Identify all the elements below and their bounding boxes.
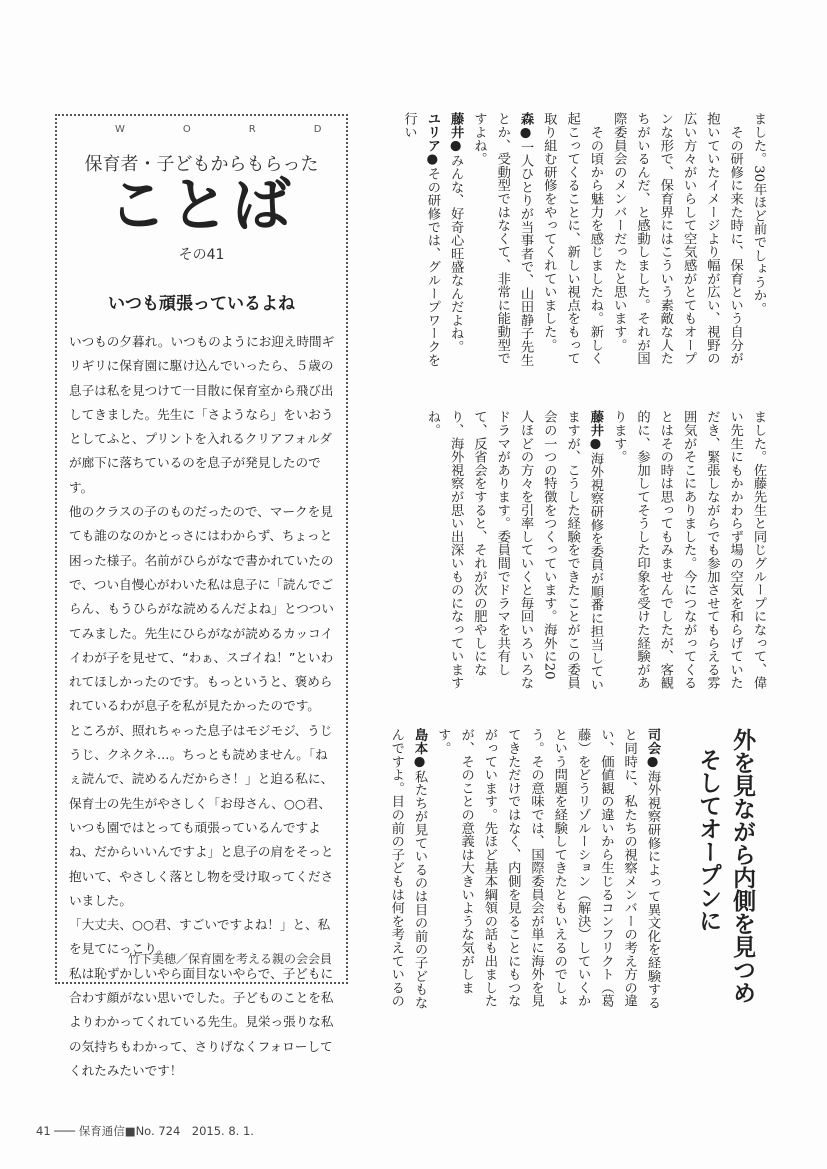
paragraph-text: 私たちが見ているのは目の前の子どもなんですよ。目の前の子どもは何を考えているの (388, 728, 428, 1010)
text-paragraph (467, 112, 537, 374)
text-paragraph (384, 728, 431, 1010)
paragraph-text: ました。30年ほど前でしょうか。 (751, 112, 766, 316)
column-title: ことば (108, 171, 295, 239)
column-number: その41 (178, 247, 225, 263)
speaker-name: 司会● (645, 728, 660, 770)
text-paragraph (421, 410, 607, 692)
speaker-name: 島本● (412, 728, 428, 770)
middle-text-block (374, 410, 770, 692)
text-paragraph (607, 112, 747, 374)
paragraph-text: 海外視察研修を委員が順番に担当していますが、こうした経験をできたことがこの委員会の一つの特徴をつくっています。海外に20人ほどの方々を引率していくと毎回いろいろなドラマがあります。委員間でドラマを共有して、反省会をすると、それが次の肥やしになり、海外視察が思い出深いものになっていますね。 (424, 410, 603, 692)
speaker-name: ユリア● (424, 112, 440, 167)
text-paragraph (537, 112, 607, 374)
column-headline: いつも頑張っているよね (108, 294, 295, 314)
column-subtitle: 保育者・子どもからもらった (84, 154, 319, 175)
lower-text-block (388, 728, 664, 1010)
column-body (69, 330, 335, 1083)
speaker-name: 藤井● (448, 112, 464, 154)
section-title-line: そしてオープンに (695, 748, 722, 932)
speaker-name: 藤井● (587, 410, 603, 452)
word-label: WORD (115, 124, 380, 135)
section-title-line: 外を見ながら内側を見つめ (729, 728, 756, 1004)
section-title (691, 728, 759, 1058)
paragraph-text: ました。佐藤先生と同じグループになって、偉い先生にもかかわらず場の空気を和らげていただき、緊張しながらでも参加させてもらえる雰囲気がそこにありました。今につながってくるとはその時は思ってもみませんでしたが、客観的に、参加してそうした印象を受けた経験があります。 (611, 410, 766, 690)
text-paragraph (431, 728, 664, 1010)
paragraph-text: 一人ひとりが当事者で、山田静子先生とか、受動型ではなくて、非常に能動型ですよね。 (471, 112, 534, 367)
paragraph-text: その研修では、グループワークを行い (401, 112, 440, 367)
column-author: 竹下美穂／保育園を考える親の会会員 (127, 952, 332, 966)
column-paragraph: 他のクラスの子のものだったので、マークを見ても誰のなのかとっさにはわからず、ちょっと困った様子。名前がひらがなで書かれていたので、つい自慢心がわいた私は息子に「読んでごらん、もうひらがな読めるんだよね」とつついてみました。先生にひらがなが読めるカッコイイわが子を見せて、“わぁ、スゴイね！”といわれてほしかったのです。もっというと、褒められているわが息子を私が見たかったのです。 (69, 504, 334, 714)
word-column-box (55, 114, 380, 1078)
paragraph-text: みんな、好奇心旺盛なんだよね。 (448, 153, 464, 354)
paragraph-text: その頃から魅力を感じましたね。新しく起こってくることに、新しい視点をもって取り組む研修をやってくれていました。 (541, 112, 603, 365)
column-paragraph: 「大丈夫、○○君、すごいですよね！」と、私を見てにっこり。 (69, 917, 331, 957)
column-paragraph: ところが、照れちゃった息子はモジモジ、うじうじ、クネクネ…。ちっとも読めません。「ねぇ読んで、読めるんだからさ！」と迫る私に、保育士の先生がやさしく「お母さん、○○君、いつも園ではとっても頑張っているんですよね、だからいいんですよ」と息子の肩をそっと抱いて、やさしく落とし物を受け取ってくださいました。 (69, 722, 334, 908)
text-paragraph (607, 410, 770, 692)
text-paragraph (397, 112, 444, 374)
paragraph-text: その研修に来た時に、保育という自分が抱いていたイメージより幅が広い、視野の広い方々がいらして空気感がとてもオープンな形で、保育界にはこういう素敵な人たちがいるんだ、と感動しました。それが国際委員会のメンバーだったと思います。 (611, 112, 743, 365)
text-paragraph (747, 112, 770, 374)
speaker-name: 森● (518, 112, 534, 141)
paragraph-text: 海外視察研修によって異文化を経験すると同時に、私たちの視察メンバーの考え方の違い、価値観の違いから生じるコンフリクト（葛藤）をどうリゾルーション（解決）していくかという問題を経験してきたともいえるのでしょう。その意味では、国際委員会が単に海外を見てきただけではなく、内側を見ることにもつながっています。先ほど基本綱領の話も出ましたが、そのことの意義は大きいような気がします。 (435, 728, 660, 1010)
column-paragraph: 私は恥ずかしいやら面目ないやらで、子どもに合わす顔がない思いでした。子どものことを私よりわかってくれている先生。見栄っ張りな私の気持ちもわかって、さりげなくフォローしてくれたみたいです！ (69, 965, 334, 1078)
text-paragraph (444, 112, 467, 374)
page-footer: 41 ─── 保育通信■No. 724 2015. 8. 1. (36, 1124, 254, 1138)
upper-text-block (374, 112, 770, 374)
column-paragraph: いつもの夕暮れ。いつものようにお迎え時間ギリギリに保育園に駆け込んでいったら、５歳の息子は私を見つけて一目散に保育室から飛び出してきました。先生に「さようなら」をいおうとしてふと、プリントを入れるクリアフォルダが廊下に落ちているのを息子が発見したのです。 (69, 334, 335, 495)
